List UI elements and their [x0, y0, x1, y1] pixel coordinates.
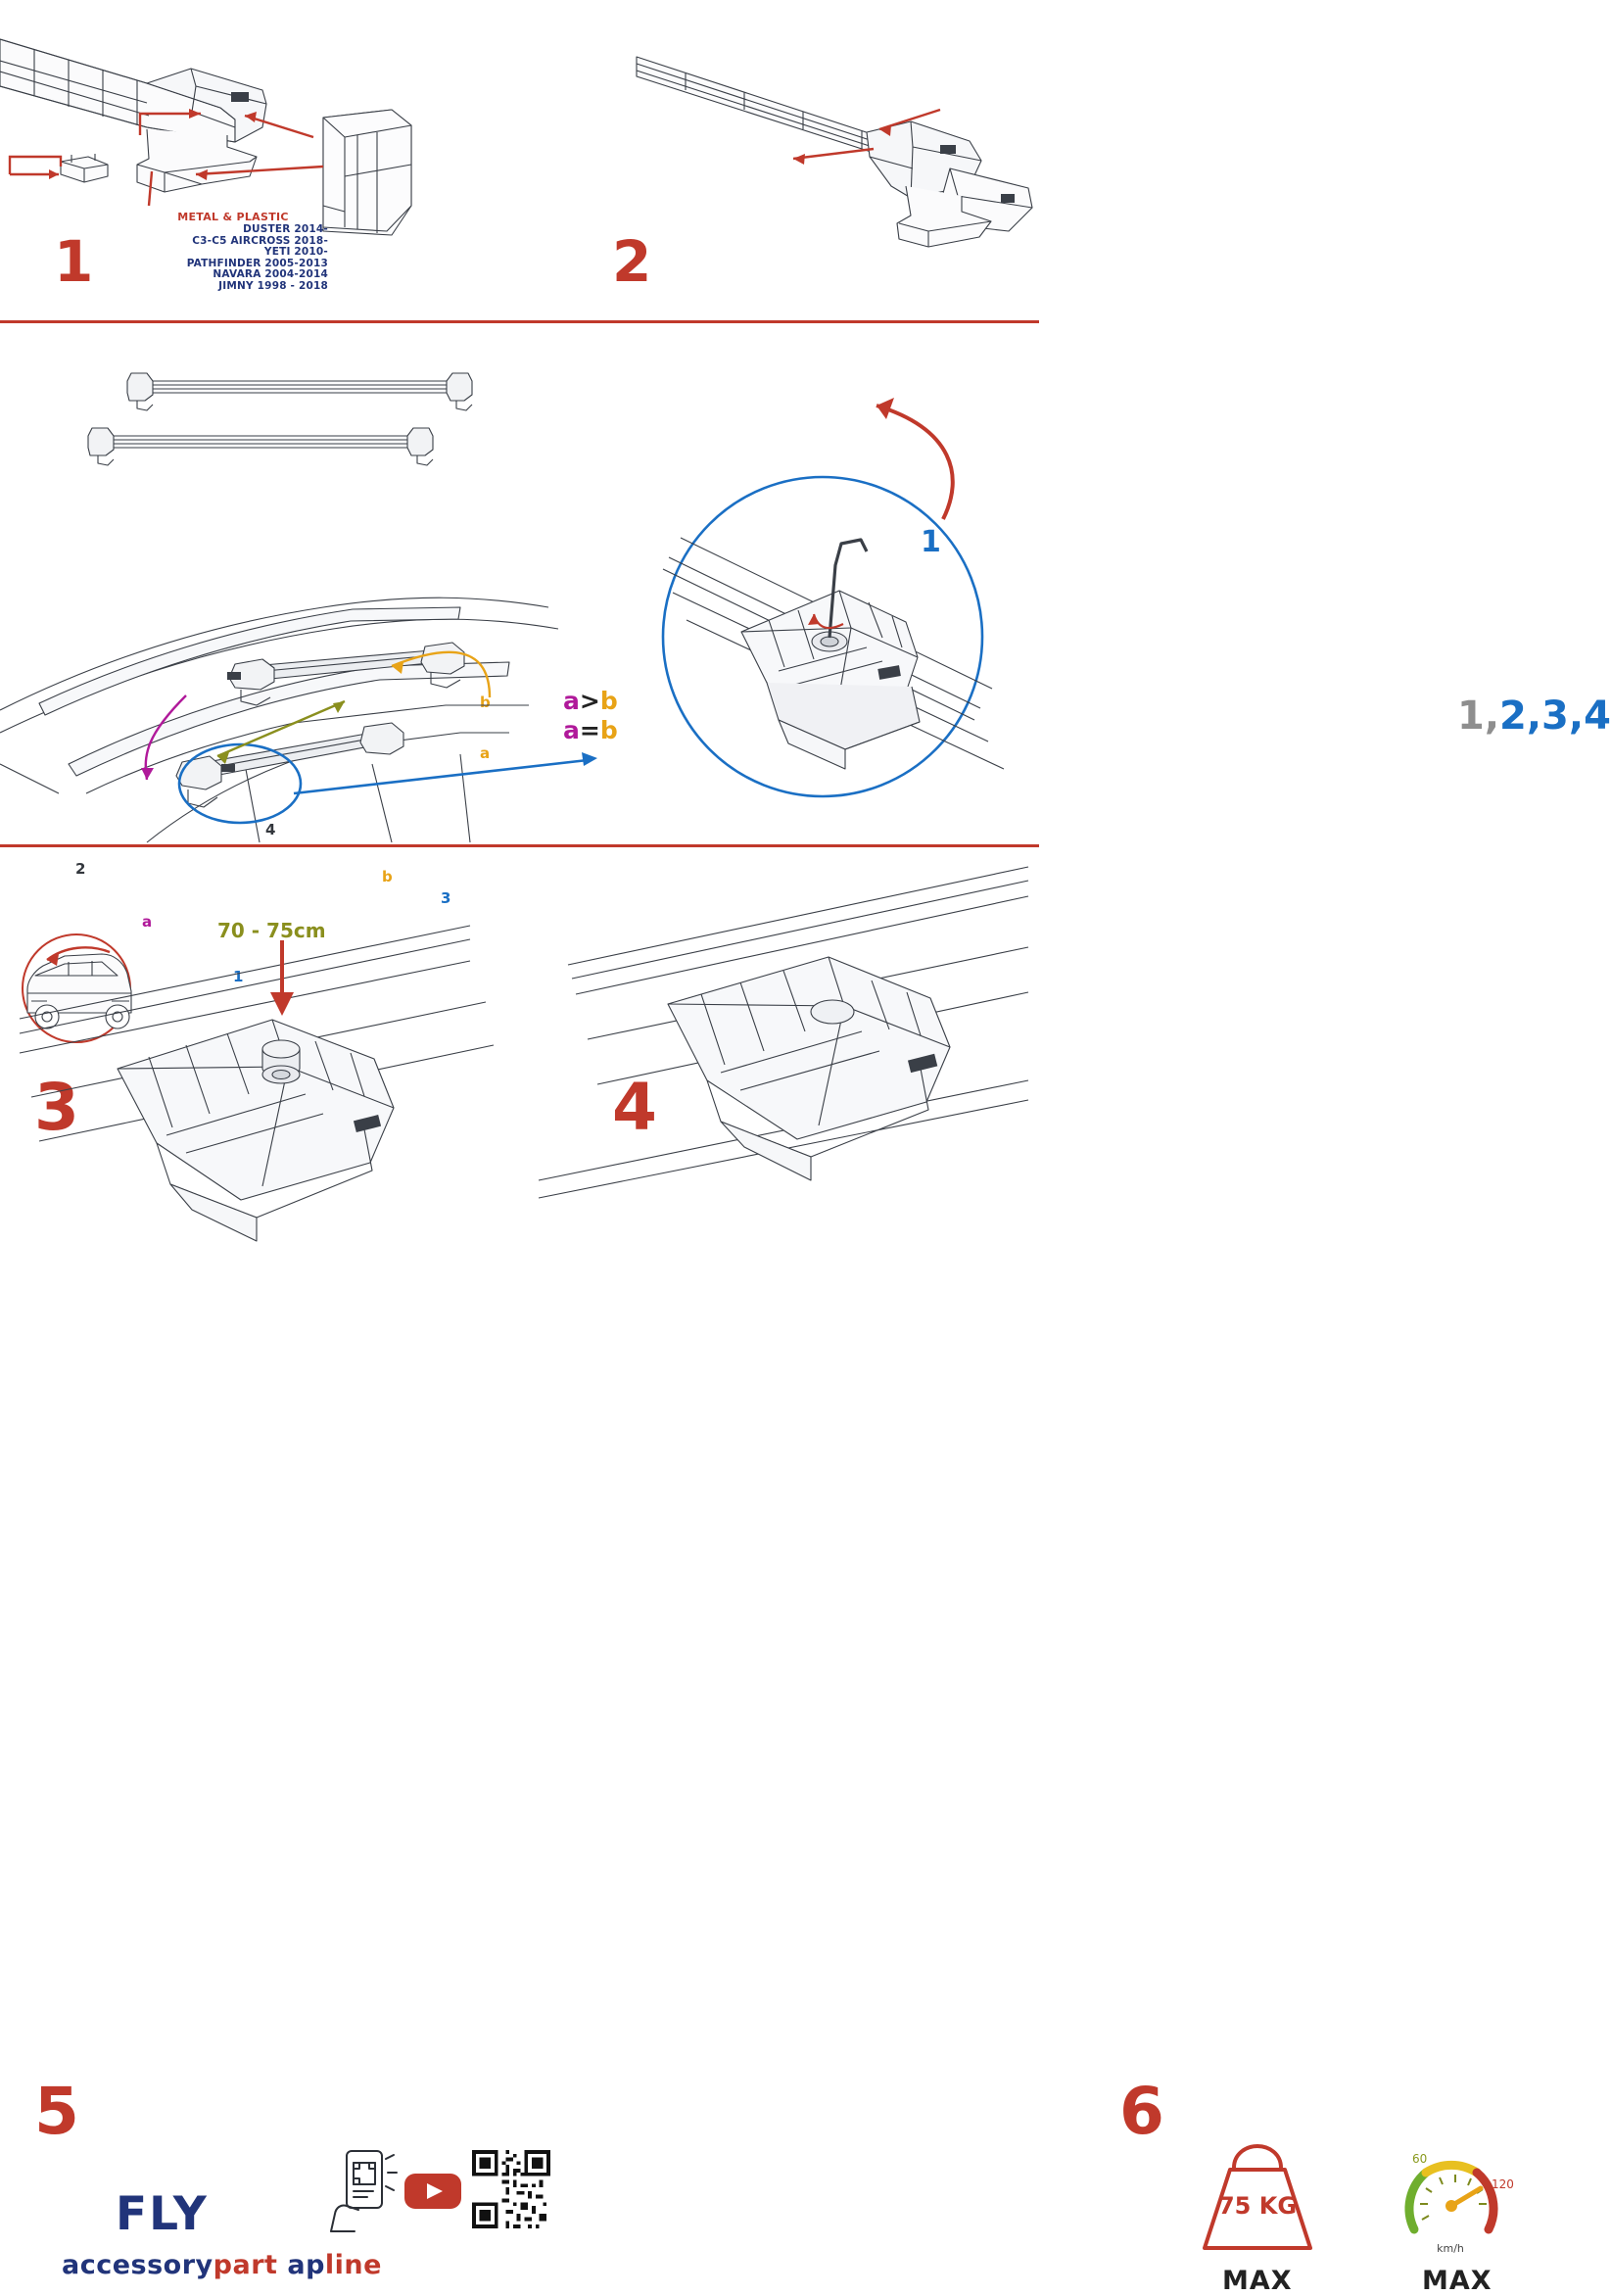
step-number-6: 6 [1119, 2074, 1163, 2149]
max-weight-value: 75 KG [1217, 2192, 1298, 2220]
model-item: JIMNY 1998 - 2018 [218, 279, 328, 292]
model-item: C3-C5 AIRCROSS 2018- [192, 234, 328, 247]
gauge-label-120: 120 [1492, 2177, 1514, 2191]
bar-label-b-top: b [480, 694, 491, 711]
roof-mark-3: 3 [441, 889, 451, 907]
model-item: NAVARA 2004-2014 [213, 268, 328, 280]
step-5-panel [0, 847, 519, 2280]
crossbar-distance-label: 70 - 75cm [217, 919, 326, 942]
step-4-callout-1: 1 [921, 525, 941, 559]
ab-b: b [599, 687, 618, 715]
ab-b-eq: b [599, 716, 618, 744]
gauge-label-60: 60 [1412, 2152, 1428, 2166]
model-item: YETI 2010- [263, 246, 328, 258]
brand-ap: ap [287, 2250, 325, 2280]
ab-a: a [563, 687, 580, 715]
brand-line-word: line [324, 2250, 382, 2280]
sequence-grey: 1, [1457, 694, 1500, 739]
model-item: PATHFINDER 2005-2013 [186, 257, 328, 269]
step-number-2: 2 [612, 228, 651, 295]
step-1-panel [0, 0, 519, 320]
brand-accessory: accessory [62, 2250, 213, 2280]
max-speed-label: MAX [1422, 2266, 1493, 2296]
ab-op-eq: = [579, 716, 600, 744]
step-number-3: 3 [34, 1070, 78, 1145]
sequence-blue: 2,3,4 [1499, 694, 1611, 739]
step-number-1: 1 [54, 228, 93, 295]
step-3-panel [0, 323, 618, 1145]
step-6-illustration [539, 857, 1028, 1200]
brand-fly: FLY [116, 2187, 209, 2241]
max-weight-label: MAX [1222, 2266, 1293, 2296]
step-4-panel [597, 323, 1611, 1145]
tighten-sequence-label [1457, 694, 1611, 739]
speed-unit-label: km/h [1437, 2242, 1464, 2255]
compatible-models-list [118, 224, 328, 292]
roof-label-a: a [142, 913, 153, 931]
step-2-illustration [617, 39, 1038, 255]
loose-crossbars-illustration [69, 367, 480, 475]
brand-line [62, 2250, 382, 2280]
model-item: DUSTER 2014- [243, 223, 328, 235]
roof-mark-1: 1 [233, 968, 244, 985]
step-number-4: 4 [612, 1070, 656, 1145]
bar-label-a-top: a [480, 744, 491, 762]
roof-mark-2: 2 [75, 860, 86, 878]
step-2-panel [519, 0, 1039, 320]
roof-label-b: b [382, 868, 393, 885]
ab-a-eq: a [563, 716, 580, 744]
step-6-panel [519, 847, 1514, 2296]
qr-code-icon [472, 2150, 550, 2228]
step-number-5: 5 [34, 2074, 78, 2149]
step-1-illustration [0, 10, 519, 235]
youtube-icon[interactable] [403, 2170, 462, 2213]
step-4-curved-arrow [828, 382, 1004, 539]
compatibility-title: METAL & PLASTIC [177, 211, 289, 223]
step-5-illustration [10, 886, 499, 1210]
phone-scan-icon [325, 2145, 403, 2233]
ab-op: > [579, 687, 600, 715]
brand-part: part [213, 2250, 278, 2280]
roof-mark-4: 4 [265, 821, 276, 838]
car-roof-scene [0, 470, 597, 842]
